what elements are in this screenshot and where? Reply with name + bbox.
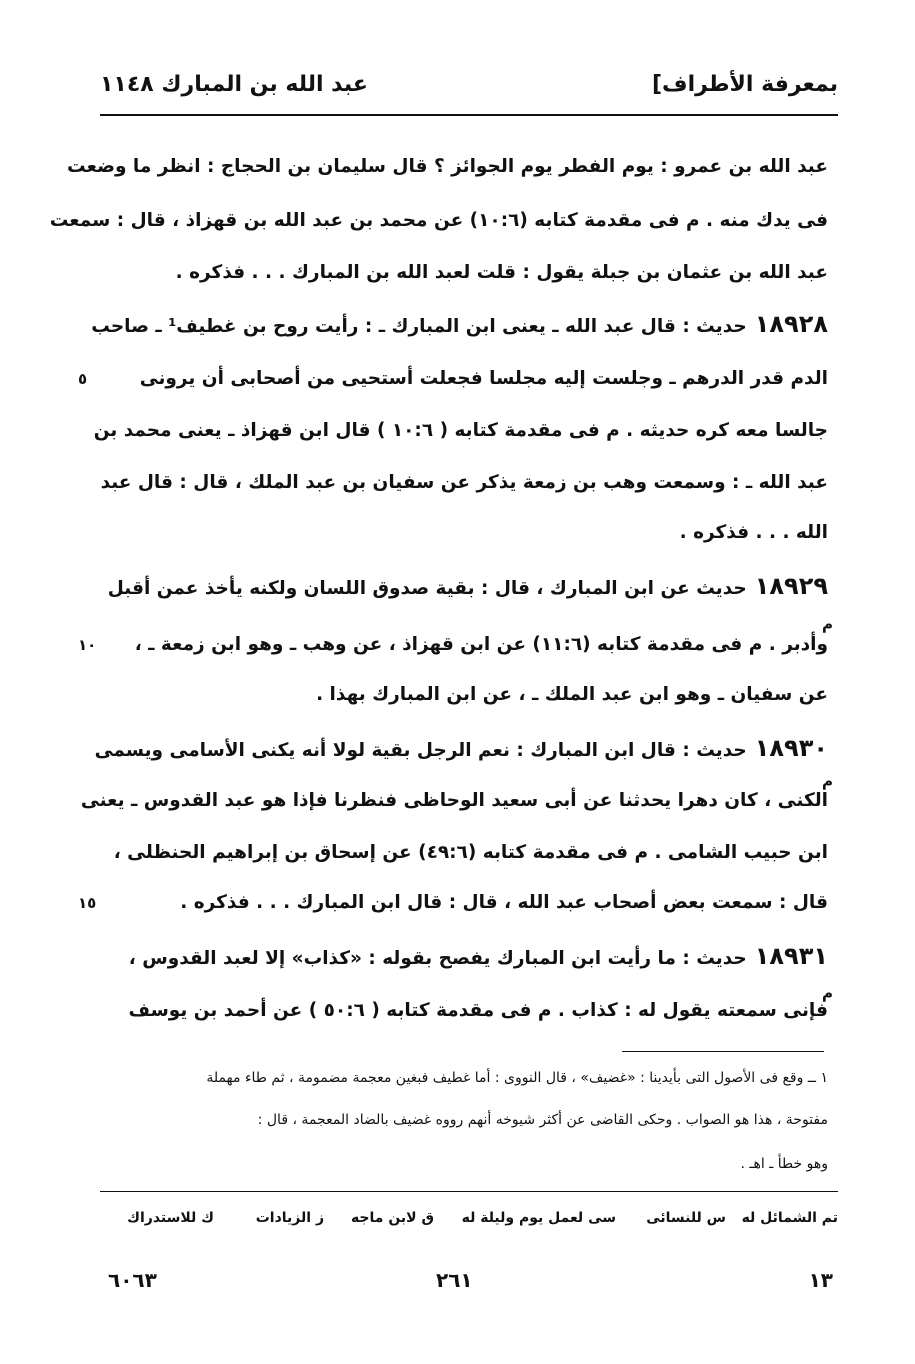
folio-left: ٦٠٦٣ bbox=[108, 1268, 157, 1292]
text-line-15 bbox=[108, 892, 828, 913]
text-line-14 bbox=[108, 842, 828, 863]
sigla-item: س للنسائى bbox=[646, 1210, 726, 1226]
line-text: قال : سمعت بعض أصحاب عبد الله ، قال : قال ابن المبارك . . . فذكره . bbox=[180, 892, 828, 913]
line-text: فإنى سمعته يقول له : كذاب . م فى مقدمة كتابه ( ٥٠:٦ ) عن أحمد بن يوسف bbox=[128, 1000, 828, 1021]
line-text: حديث : ما رأيت ابن المبارك يفصح بقوله : «كذاب» إلا لعبد القدوس ، bbox=[128, 948, 747, 969]
line-text: حديث عن ابن المبارك ، قال : بقية صدوق اللسان ولكنه يأخذ عمن أقبل bbox=[107, 578, 747, 599]
running-head-section: بمعرفة الأطراف] bbox=[651, 72, 838, 97]
footnote-line-2: مفتوحة ، هذا هو الصواب . وحكى القاضى عن أكثر شيوخه أنهم رووه غضيف بالضاد المعجمة ، قال : bbox=[257, 1112, 828, 1128]
text-line-11 bbox=[108, 684, 828, 705]
text-line-17 bbox=[108, 1000, 828, 1021]
margin-line-number-10: ١٠ bbox=[78, 636, 97, 654]
sigla-item: ز الزيادات bbox=[255, 1210, 324, 1226]
hadith-entry-18928 bbox=[91, 310, 828, 338]
sigla-rule bbox=[100, 1191, 838, 1192]
footnote-line-3: وهو خطأ ـ اهـ . bbox=[740, 1156, 828, 1172]
line-text: فى يدك منه . م فى مقدمة كتابه (١٠:٦) عن محمد بن عبد الله بن قهزاذ ، قال : سمعت bbox=[49, 210, 828, 231]
hadith-entry-18931 bbox=[108, 942, 828, 970]
line-text: عبد الله بن عثمان بن جبلة يقول : قلت لعبد الله بن المبارك . . . فذكره . bbox=[175, 262, 828, 283]
running-head bbox=[100, 72, 838, 106]
footnote-rule bbox=[622, 1051, 824, 1052]
margin-mark-m: م bbox=[822, 615, 833, 633]
header-rule bbox=[100, 114, 838, 116]
text-line-13 bbox=[80, 790, 828, 811]
line-text: الله . . . فذكره . bbox=[679, 522, 828, 543]
margin-line-number-5: ٥ bbox=[78, 370, 88, 388]
margin-mark-m: م bbox=[822, 772, 833, 790]
hadith-number: ١٨٩٢٨ bbox=[754, 310, 828, 338]
line-text: وأدبر . م فى مقدمة كتابه (١١:٦) عن ابن قهزاذ ، عن وهب ـ وهو ابن زمعة ـ ، bbox=[134, 634, 828, 655]
text-line-2 bbox=[49, 210, 828, 231]
text-line-7 bbox=[100, 472, 828, 493]
text-line-3 bbox=[108, 262, 828, 283]
hadith-entry-18929 bbox=[108, 572, 828, 600]
line-text: الكنى ، كان دهرا يحدثنا عن أبى سعيد الوحاظى فنظرنا فإذا هو عبد القدوس ـ يعنى bbox=[80, 790, 828, 811]
text-line-6 bbox=[93, 420, 828, 441]
hadith-number: ١٨٩٣١ bbox=[754, 942, 828, 970]
line-text: عبد الله بن عمرو : يوم الفطر يوم الجوائز ؟ قال سليمان بن الحجاج : انظر ما وضعت bbox=[67, 156, 828, 177]
line-text: عن سفيان ـ وهو ابن عبد الملك ـ ، عن ابن المبارك بهذا . bbox=[316, 684, 828, 705]
sigla-item: تم الشمائل له bbox=[741, 1210, 838, 1226]
line-text: حديث : قال ابن المبارك : نعم الرجل بقية لولا أنه يكنى الأسامى ويسمى bbox=[94, 740, 747, 761]
hadith-number: ١٨٩٢٩ bbox=[754, 572, 828, 600]
line-text: ابن حبيب الشامى . م فى مقدمة كتابه (٤٩:٦) عن إسحاق بن إبراهيم الحنظلى ، bbox=[113, 842, 828, 863]
page-number: ٢٦١ bbox=[436, 1268, 473, 1292]
text-line-10 bbox=[108, 634, 828, 655]
sigla-item: ق لابن ماجه bbox=[350, 1210, 434, 1226]
text-line-5 bbox=[108, 368, 828, 389]
line-text: الدم قدر الدرهم ـ وجلست إليه مجلسا فجعلت أستحيى من أصحابى أن يرونى bbox=[139, 368, 828, 389]
text-line-8 bbox=[108, 522, 828, 543]
line-text: عبد الله ـ : وسمعت وهب بن زمعة يذكر عن سفيان بن عبد الملك ، قال : قال عبد bbox=[100, 472, 828, 493]
hadith-entry-18930 bbox=[94, 734, 828, 762]
footnote-line-1: ١ ــ وقع فى الأصول التى بأيدينا : «غضيف» ، قال النووى : أما غطيف فبغين معجمة مضمومة ، ثم طاء مهملة bbox=[206, 1070, 828, 1086]
running-head-title: عبد الله بن المبارك ١١٤٨ bbox=[100, 72, 368, 97]
line-text: حديث : قال عبد الله ـ يعنى ابن المبارك ـ : رأيت روح بن غطيف¹ ـ صاحب bbox=[91, 316, 747, 337]
sigla-item: ك للاستدراك bbox=[127, 1210, 214, 1226]
folio-right: ١٣ bbox=[808, 1268, 833, 1292]
sigla-legend bbox=[108, 1210, 838, 1234]
line-text: جالسا معه كره حديثه . م فى مقدمة كتابه ( ١٠:٦ ) قال ابن قهزاذ ـ يعنى محمد بن bbox=[93, 420, 828, 441]
hadith-number: ١٨٩٣٠ bbox=[754, 734, 828, 762]
margin-line-number-15: ١٥ bbox=[78, 894, 97, 912]
text-line-1 bbox=[67, 156, 828, 177]
margin-mark-m: م bbox=[822, 984, 833, 1002]
sigla-item: سى لعمل يوم وليلة له bbox=[461, 1210, 616, 1226]
